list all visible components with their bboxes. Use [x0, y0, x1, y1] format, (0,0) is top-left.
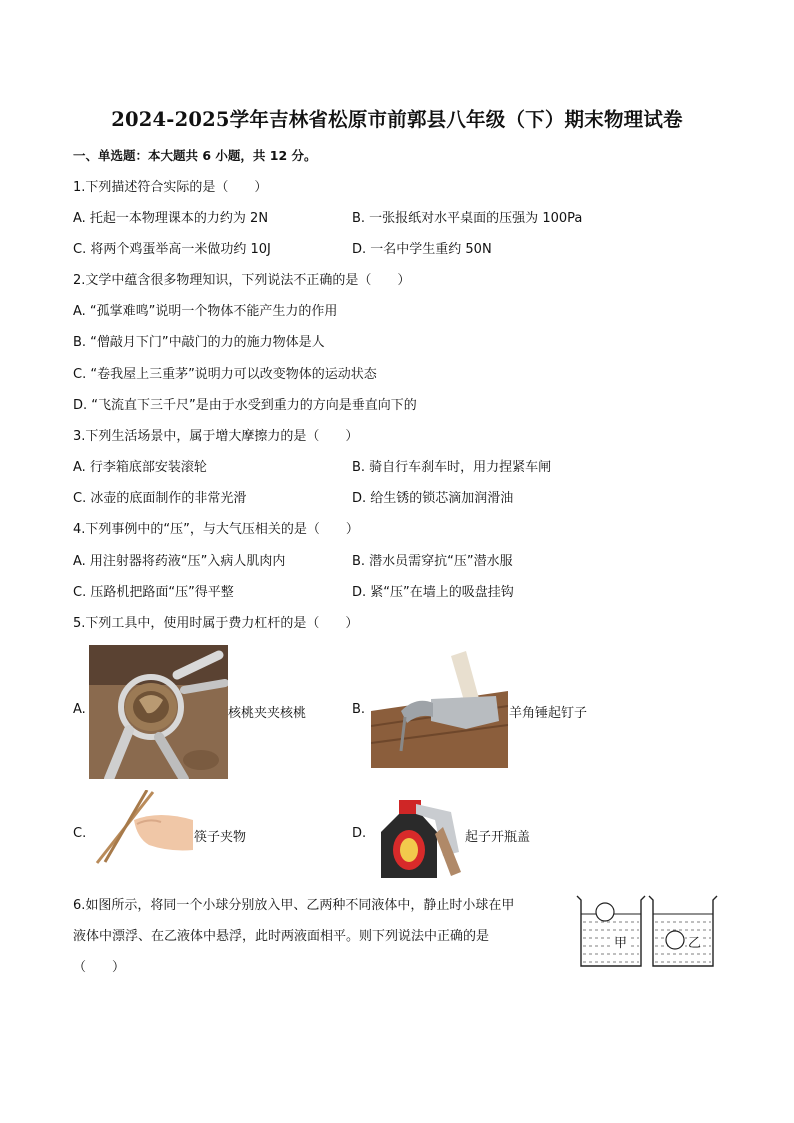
q4-stem: 4.下列事例中的“压”，与大气压相关的是（ ）	[73, 522, 359, 537]
q5-option-d-label: 起子开瓶盖	[465, 830, 531, 845]
q6-line-2: 液体中漂浮、在乙液体中悬浮，此时两液面相平。则下列说法中正确的是	[73, 929, 490, 944]
q5-stem: 5.下列工具中，使用时属于费力杠杆的是（ ）	[73, 616, 359, 631]
q4-option-d: D. 紧“压”在墙上的吸盘挂钩	[352, 585, 514, 600]
section-heading: 一、单选题：本大题共 6 小题，共 12 分。	[73, 148, 317, 163]
claw-hammer-photo	[371, 651, 508, 768]
q2-option-c: C. “卷我屋上三重茅”说明力可以改变物体的运动状态	[73, 367, 377, 382]
nutcracker-photo	[89, 645, 228, 779]
exam-title: 2024-2025学年吉林省松原市前郭县八年级（下）期末物理试卷	[111, 108, 683, 131]
q1-option-d: D. 一名中学生重约 50N	[352, 242, 492, 257]
q3-option-b: B. 骑自行车刹车时，用力捏紧车闸	[352, 460, 552, 475]
bottle-opener-photo	[371, 792, 463, 878]
beaker-label-jia: 甲	[613, 932, 628, 951]
chopsticks-photo	[89, 790, 193, 865]
q1-stem: 1.下列描述符合实际的是（ ）	[73, 180, 268, 195]
beaker-label-yi: 乙	[687, 932, 702, 951]
q4-option-a: A. 用注射器将药液“压”入病人肌肉内	[73, 554, 286, 569]
q1-option-a: A. 托起一本物理课本的力约为 2N	[73, 211, 269, 226]
q5-option-b-letter: B.	[352, 702, 366, 717]
q3-option-d: D. 给生锈的锁芯滴加润滑油	[352, 491, 514, 506]
q5-option-a-letter: A.	[73, 702, 86, 717]
q3-option-c: C. 冰壶的底面制作的非常光滑	[73, 491, 247, 506]
beakers-diagram	[573, 892, 723, 972]
q2-stem: 2.文学中蕴含很多物理知识，下列说法不正确的是（ ）	[73, 273, 411, 288]
q6-line-1: 6.如图所示，将同一个小球分别放入甲、乙两种不同液体中，静止时小球在甲	[73, 898, 515, 913]
q1-option-b: B. 一张报纸对水平桌面的压强为 100Pa	[352, 211, 583, 226]
q1-option-c: C. 将两个鸡蛋举高一米做功约 10J	[73, 242, 271, 257]
q2-option-a: A. “孤掌难鸣”说明一个物体不能产生力的作用	[73, 304, 338, 319]
q5-option-c-letter: C.	[73, 826, 87, 841]
q3-option-a: A. 行李箱底部安装滚轮	[73, 460, 207, 475]
q5-option-d-letter: D.	[352, 826, 367, 841]
q4-option-b: B. 潜水员需穿抗“压”潜水服	[352, 554, 513, 569]
q3-stem: 3.下列生活场景中，属于增大摩擦力的是（ ）	[73, 429, 359, 444]
q2-option-b: B. “僧敲月下门”中敲门的力的施力物体是人	[73, 335, 325, 350]
q5-option-b-label: 羊角锤起钉子	[509, 706, 588, 721]
q4-option-c: C. 压路机把路面“压”得平整	[73, 585, 234, 600]
q6-line-3: （ ）	[73, 960, 126, 975]
q2-option-d: D. “飞流直下三千尺”是由于水受到重力的方向是垂直向下的	[73, 398, 417, 413]
q5-option-c-label: 筷子夹物	[194, 830, 247, 845]
q5-option-a-label: 核桃夹夹核桃	[228, 706, 307, 721]
